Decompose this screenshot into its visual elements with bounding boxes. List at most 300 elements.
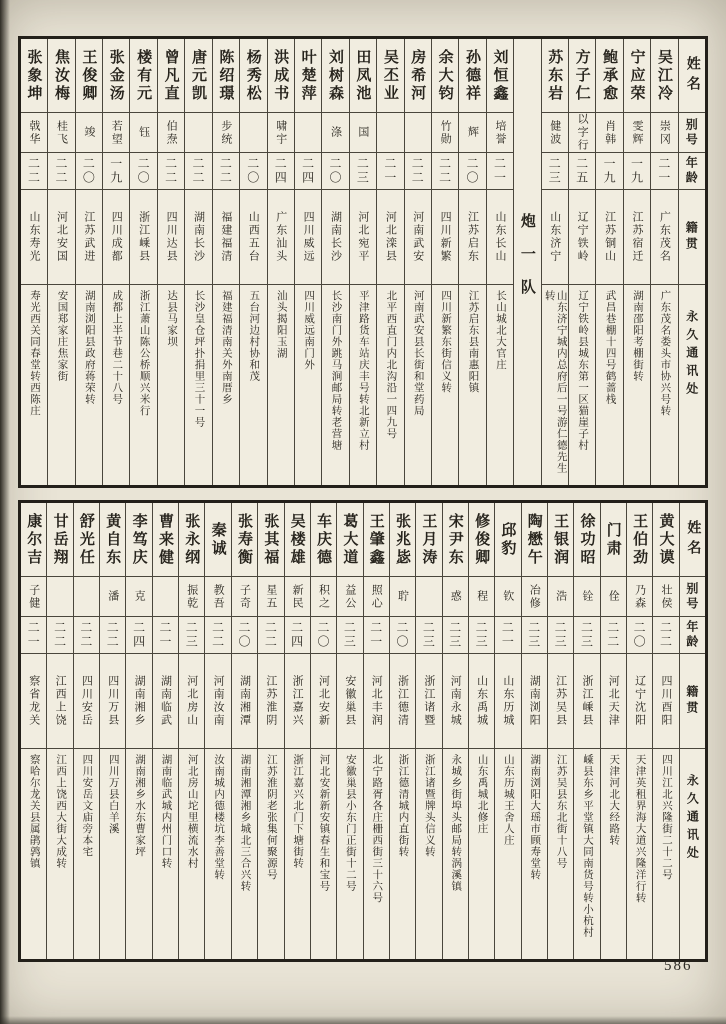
address-text: 浙江嘉兴北门下塘街转 xyxy=(292,754,304,869)
alias-cell xyxy=(390,577,415,617)
origin-cell xyxy=(295,190,321,285)
alias-text: 乃森 xyxy=(633,583,646,610)
name-text: 陈绍璟 xyxy=(217,48,234,103)
person-column xyxy=(337,503,363,959)
address-cell xyxy=(179,749,204,959)
address-text: 安国郑家庄焦家街 xyxy=(56,290,68,382)
alias-text: 钰 xyxy=(137,126,150,139)
alias-cell xyxy=(487,113,513,153)
address-cell xyxy=(651,285,677,485)
origin-cell xyxy=(350,190,376,285)
unit-label-text: 炮一队 xyxy=(518,212,535,312)
address-cell xyxy=(185,285,211,485)
origin-cell xyxy=(179,654,204,749)
origin-text: 山西五台 xyxy=(247,211,260,263)
address-cell xyxy=(487,285,513,485)
address-cell xyxy=(350,285,376,485)
name-cell xyxy=(232,503,257,577)
origin-text: 四川威远 xyxy=(302,211,315,263)
origin-text: 四川万县 xyxy=(106,675,119,727)
age-cell xyxy=(364,617,389,654)
age-text: 二一 xyxy=(500,621,515,649)
person-column xyxy=(258,503,284,959)
age-cell xyxy=(416,617,441,654)
person-column xyxy=(100,503,126,959)
name-cell xyxy=(126,503,151,577)
address-text: 福建福清南关外南厝乡 xyxy=(220,290,232,405)
person-column xyxy=(522,503,548,959)
alias-cell xyxy=(443,577,468,617)
alias-cell xyxy=(548,577,573,617)
alias-cell xyxy=(240,113,266,153)
address-text: 四川万县白羊溪 xyxy=(107,754,119,835)
address-cell xyxy=(601,749,626,959)
address-cell xyxy=(47,749,72,959)
age-cell xyxy=(179,617,204,654)
alias-text: 健波 xyxy=(548,119,561,146)
age-cell xyxy=(596,153,622,190)
origin-text: 河南武安 xyxy=(411,211,424,263)
origin-text: 江苏铜山 xyxy=(603,211,616,263)
age-text: 二二 xyxy=(53,157,68,185)
origin-cell xyxy=(240,190,266,285)
age-cell xyxy=(153,617,178,654)
age-cell xyxy=(522,617,547,654)
alias-cell xyxy=(350,113,376,153)
age-text: 二二 xyxy=(605,621,620,649)
alias-text: 惑 xyxy=(449,590,462,603)
age-text: 二一 xyxy=(26,621,41,649)
origin-cell xyxy=(258,654,283,749)
alias-text: 崇冈 xyxy=(658,119,671,146)
address-cell xyxy=(240,285,266,485)
name-text: 楼有元 xyxy=(135,48,152,103)
name-cell xyxy=(103,39,129,113)
origin-text: 广东茂名 xyxy=(658,211,671,263)
age-text: 二二 xyxy=(26,157,41,185)
age-text: 二〇 xyxy=(316,621,331,649)
address-text: 河北安新新安镇春生和宝号 xyxy=(318,754,330,892)
origin-text: 河南永城 xyxy=(449,675,462,727)
person-column xyxy=(76,39,103,485)
age-cell xyxy=(443,617,468,654)
address-cell xyxy=(596,285,622,485)
name-cell xyxy=(432,39,458,113)
origin-cell xyxy=(522,654,547,749)
name-text: 曹来健 xyxy=(156,512,173,567)
age-text: 年龄 xyxy=(684,156,699,186)
address-text: 汝南城内德楼坑李善堂转 xyxy=(213,754,225,881)
roster-table-bottom xyxy=(18,500,708,962)
alias-cell xyxy=(377,113,403,153)
address-text: 江苏吴县东北街十八号 xyxy=(555,754,567,869)
person-column xyxy=(432,39,459,485)
age-cell xyxy=(295,153,321,190)
age-cell xyxy=(47,617,72,654)
address-text: 浙江诸暨牌头信义转 xyxy=(423,754,435,858)
name-text: 刘树森 xyxy=(327,48,344,103)
origin-cell xyxy=(364,654,389,749)
age-text: 一九 xyxy=(602,157,617,185)
name-cell xyxy=(495,503,520,577)
age-cell xyxy=(405,153,431,190)
address-cell xyxy=(542,285,568,485)
address-text: 天津英租界海大道兴隆洋行转 xyxy=(634,754,646,904)
address-text: 安徽巢县小东门正街十二号 xyxy=(344,754,356,892)
header-age-cell xyxy=(680,617,705,654)
name-text: 方子仁 xyxy=(573,48,590,103)
age-cell xyxy=(205,617,230,654)
origin-text: 安徽巢县 xyxy=(343,675,356,727)
origin-cell xyxy=(624,190,650,285)
name-cell xyxy=(48,39,74,113)
alias-cell xyxy=(158,113,184,153)
person-column xyxy=(624,39,651,485)
name-text: 张寿衡 xyxy=(235,512,252,567)
age-cell xyxy=(624,153,650,190)
name-text: 葛大道 xyxy=(341,512,358,567)
alias-text: 涤 xyxy=(329,126,342,139)
person-column xyxy=(295,39,322,485)
name-cell xyxy=(443,503,468,577)
age-text: 二二 xyxy=(210,621,225,649)
header-origin-cell xyxy=(679,190,705,285)
age-cell xyxy=(495,617,520,654)
alias-text: 壮侯 xyxy=(659,583,672,610)
origin-cell xyxy=(495,654,520,749)
name-text: 田凤池 xyxy=(354,48,371,103)
name-text: 邱豹 xyxy=(499,521,516,558)
address-cell xyxy=(624,285,650,485)
origin-cell xyxy=(487,190,513,285)
age-cell xyxy=(432,153,458,190)
person-column xyxy=(322,39,349,485)
alias-cell xyxy=(76,113,102,153)
age-cell xyxy=(76,153,102,190)
age-text: 二一 xyxy=(492,157,507,185)
name-cell xyxy=(21,39,47,113)
address-cell xyxy=(100,749,125,959)
age-cell xyxy=(569,153,595,190)
address-cell xyxy=(213,285,239,485)
age-text: 二四 xyxy=(131,621,146,649)
address-cell xyxy=(48,285,74,485)
name-cell xyxy=(596,39,622,113)
alias-cell xyxy=(185,113,211,153)
address-text: 山东禹城北修庄 xyxy=(476,754,488,835)
origin-text: 河北房山 xyxy=(185,675,198,727)
name-cell xyxy=(76,39,102,113)
age-cell xyxy=(350,153,376,190)
address-cell xyxy=(390,749,415,959)
person-column xyxy=(542,39,569,485)
origin-cell xyxy=(569,190,595,285)
address-text: 五台河边村协和茂 xyxy=(248,290,260,382)
name-cell xyxy=(130,39,156,113)
name-cell xyxy=(258,503,283,577)
origin-text: 湖南临武 xyxy=(159,675,172,727)
person-column xyxy=(126,503,152,959)
name-text: 王肇鑫 xyxy=(367,512,384,567)
alias-cell xyxy=(153,577,178,617)
age-cell xyxy=(185,153,211,190)
name-text: 吴江冷 xyxy=(655,48,672,103)
address-cell xyxy=(653,749,678,959)
person-column xyxy=(405,39,432,485)
origin-text: 察省龙关 xyxy=(27,675,40,727)
age-text: 二三 xyxy=(421,621,436,649)
header-name-cell xyxy=(679,39,705,113)
address-cell xyxy=(548,749,573,959)
person-column xyxy=(627,503,653,959)
age-cell xyxy=(653,617,678,654)
person-column xyxy=(487,39,514,485)
origin-text: 籍贯 xyxy=(684,685,699,717)
name-text: 秦诚 xyxy=(209,521,226,558)
person-column xyxy=(285,503,311,959)
age-text: 二四 xyxy=(289,621,304,649)
alias-text: 程 xyxy=(475,590,488,603)
alias-cell xyxy=(569,113,595,153)
address-cell xyxy=(130,285,156,485)
person-column xyxy=(213,39,240,485)
origin-cell xyxy=(76,190,102,285)
alias-cell xyxy=(311,577,336,617)
person-column xyxy=(179,503,205,959)
origin-text: 四川成都 xyxy=(110,211,123,263)
age-cell xyxy=(21,617,46,654)
name-cell xyxy=(285,503,310,577)
origin-cell xyxy=(74,654,99,749)
alias-text: 竹勋 xyxy=(439,119,452,146)
name-cell xyxy=(268,39,294,113)
name-cell xyxy=(569,39,595,113)
origin-text: 湖南长沙 xyxy=(192,211,205,263)
origin-cell xyxy=(21,190,47,285)
person-column xyxy=(495,503,521,959)
origin-text: 江苏宿迁 xyxy=(630,211,643,263)
origin-cell xyxy=(651,190,677,285)
person-column xyxy=(596,39,623,485)
alias-cell xyxy=(268,113,294,153)
address-text: 辽宁铁岭县城东第一区猫崖子村 xyxy=(577,290,589,451)
name-text: 王月涛 xyxy=(420,512,437,567)
address-text: 寿光西关同春堂转西陈庄 xyxy=(29,290,41,417)
alias-text: 新民 xyxy=(291,583,304,610)
name-cell xyxy=(364,503,389,577)
address-text: 长沙南门外跳马涧邮局转老营塘 xyxy=(330,290,342,451)
age-text: 二〇 xyxy=(245,157,260,185)
name-cell xyxy=(390,503,415,577)
origin-cell xyxy=(285,654,310,749)
name-cell xyxy=(185,39,211,113)
name-text: 王俊卿 xyxy=(80,48,97,103)
origin-cell xyxy=(627,654,652,749)
person-column xyxy=(601,503,627,959)
age-text: 二三 xyxy=(342,621,357,649)
name-cell xyxy=(487,39,513,113)
name-text: 舒光任 xyxy=(77,512,94,567)
header-address-cell xyxy=(680,749,705,959)
name-text: 张其福 xyxy=(262,512,279,567)
person-column xyxy=(130,39,157,485)
address-text: 湖南邵阳考棚街转 xyxy=(631,290,643,382)
name-text: 唐元凯 xyxy=(189,48,206,103)
alias-cell xyxy=(179,577,204,617)
name-cell xyxy=(416,503,441,577)
age-text: 二二 xyxy=(52,621,67,649)
name-cell xyxy=(469,503,494,577)
age-cell xyxy=(213,153,239,190)
origin-cell xyxy=(653,654,678,749)
name-cell xyxy=(405,39,431,113)
alias-text: 潘 xyxy=(106,590,119,603)
address-text: 长沙皇仓坪扑捐里三十一号 xyxy=(193,290,205,428)
alias-cell xyxy=(653,577,678,617)
address-text: 四川新繁东街信义转 xyxy=(440,290,452,394)
alias-cell xyxy=(213,113,239,153)
alias-text: 浩 xyxy=(554,590,567,603)
alias-text: 雯辉 xyxy=(630,119,643,146)
age-text: 一九 xyxy=(108,157,123,185)
alias-text: 聍 xyxy=(396,590,409,603)
origin-text: 山东历城 xyxy=(501,675,514,727)
name-text: 王银润 xyxy=(552,512,569,567)
origin-text: 浙江诸暨 xyxy=(422,675,435,727)
name-text: 李笃庆 xyxy=(130,512,147,567)
age-cell xyxy=(574,617,599,654)
header-column xyxy=(679,39,705,485)
person-column xyxy=(416,503,442,959)
address-cell xyxy=(232,749,257,959)
name-cell xyxy=(322,39,348,113)
person-column xyxy=(47,503,73,959)
origin-cell xyxy=(574,654,599,749)
origin-text: 四川新繁 xyxy=(439,211,452,263)
age-text: 二四 xyxy=(300,157,315,185)
address-cell xyxy=(126,749,151,959)
address-text: 成都上半节巷二十八号 xyxy=(111,290,123,405)
alias-cell xyxy=(469,577,494,617)
age-text: 二三 xyxy=(184,621,199,649)
alias-cell xyxy=(651,113,677,153)
age-cell xyxy=(126,617,151,654)
age-cell xyxy=(627,617,652,654)
origin-text: 江西上饶 xyxy=(54,675,67,727)
name-text: 康尔吉 xyxy=(25,512,42,567)
age-cell xyxy=(285,617,310,654)
origin-cell xyxy=(443,654,468,749)
name-cell xyxy=(653,503,678,577)
address-text: 河北房山坨里横流水村 xyxy=(186,754,198,869)
alias-cell xyxy=(574,577,599,617)
origin-text: 山东济宁 xyxy=(548,211,561,263)
address-cell xyxy=(569,285,595,485)
origin-text: 辽宁沈阳 xyxy=(633,675,646,727)
origin-text: 湖南湘潭 xyxy=(238,675,251,727)
alias-text: 积之 xyxy=(317,583,330,610)
age-text: 二一 xyxy=(368,621,383,649)
name-cell xyxy=(21,503,46,577)
person-column xyxy=(153,503,179,959)
alias-cell xyxy=(232,577,257,617)
alias-text: 别号 xyxy=(684,117,699,148)
alias-cell xyxy=(337,577,362,617)
address-text: 浙江萧山陈公桥顺兴米行 xyxy=(138,290,150,417)
name-text: 宋尹东 xyxy=(446,512,463,567)
origin-cell xyxy=(311,654,336,749)
person-column xyxy=(311,503,337,959)
alias-cell xyxy=(47,577,72,617)
person-column xyxy=(569,39,596,485)
age-text: 二〇 xyxy=(632,621,647,649)
address-text: 江苏淮阴老张集何聚源号 xyxy=(265,754,277,881)
alias-cell xyxy=(126,577,151,617)
origin-text: 江苏淮阴 xyxy=(264,675,277,727)
origin-cell xyxy=(126,654,151,749)
person-column xyxy=(158,39,185,485)
name-cell xyxy=(311,503,336,577)
origin-cell xyxy=(103,190,129,285)
age-text: 二三 xyxy=(553,621,568,649)
alias-cell xyxy=(103,113,129,153)
age-text: 二二 xyxy=(78,621,93,649)
person-column xyxy=(443,503,469,959)
person-column xyxy=(205,503,231,959)
address-cell xyxy=(295,285,321,485)
age-text: 二二 xyxy=(410,157,425,185)
address-cell xyxy=(285,749,310,959)
address-cell xyxy=(459,285,485,485)
name-text: 刘恒鑫 xyxy=(491,48,508,103)
age-text: 二二 xyxy=(190,157,205,185)
age-text: 二三 xyxy=(547,157,562,185)
origin-text: 山东寿光 xyxy=(28,211,41,263)
age-cell xyxy=(74,617,99,654)
address-cell xyxy=(405,285,431,485)
age-text: 二〇 xyxy=(465,157,480,185)
address-text: 武昌巷棚十四号鹤蔷栈 xyxy=(604,290,616,405)
origin-text: 广东汕头 xyxy=(274,211,287,263)
address-text: 江西上饶西大街大成转 xyxy=(55,754,67,869)
address-cell xyxy=(364,749,389,959)
name-text: 张兆毖 xyxy=(394,512,411,567)
age-text: 二五 xyxy=(574,157,589,185)
address-cell xyxy=(103,285,129,485)
origin-cell xyxy=(153,654,178,749)
alias-text: 星五 xyxy=(264,583,277,610)
age-cell xyxy=(459,153,485,190)
address-cell xyxy=(205,749,230,959)
person-column xyxy=(548,503,574,959)
alias-cell xyxy=(364,577,389,617)
age-cell xyxy=(240,153,266,190)
name-text: 宁应荣 xyxy=(628,48,645,103)
address-text: 达县马家坝 xyxy=(166,290,178,348)
name-cell xyxy=(295,39,321,113)
origin-cell xyxy=(232,654,257,749)
name-text: 鲍承愈 xyxy=(601,48,618,103)
name-cell xyxy=(179,503,204,577)
age-cell xyxy=(337,617,362,654)
alias-cell xyxy=(21,113,47,153)
origin-text: 湖南长沙 xyxy=(329,211,342,263)
origin-text: 河北宛平 xyxy=(356,211,369,263)
person-column xyxy=(350,39,377,485)
alias-text: 振乾 xyxy=(185,583,198,610)
age-text: 二四 xyxy=(273,157,288,185)
origin-cell xyxy=(377,190,403,285)
